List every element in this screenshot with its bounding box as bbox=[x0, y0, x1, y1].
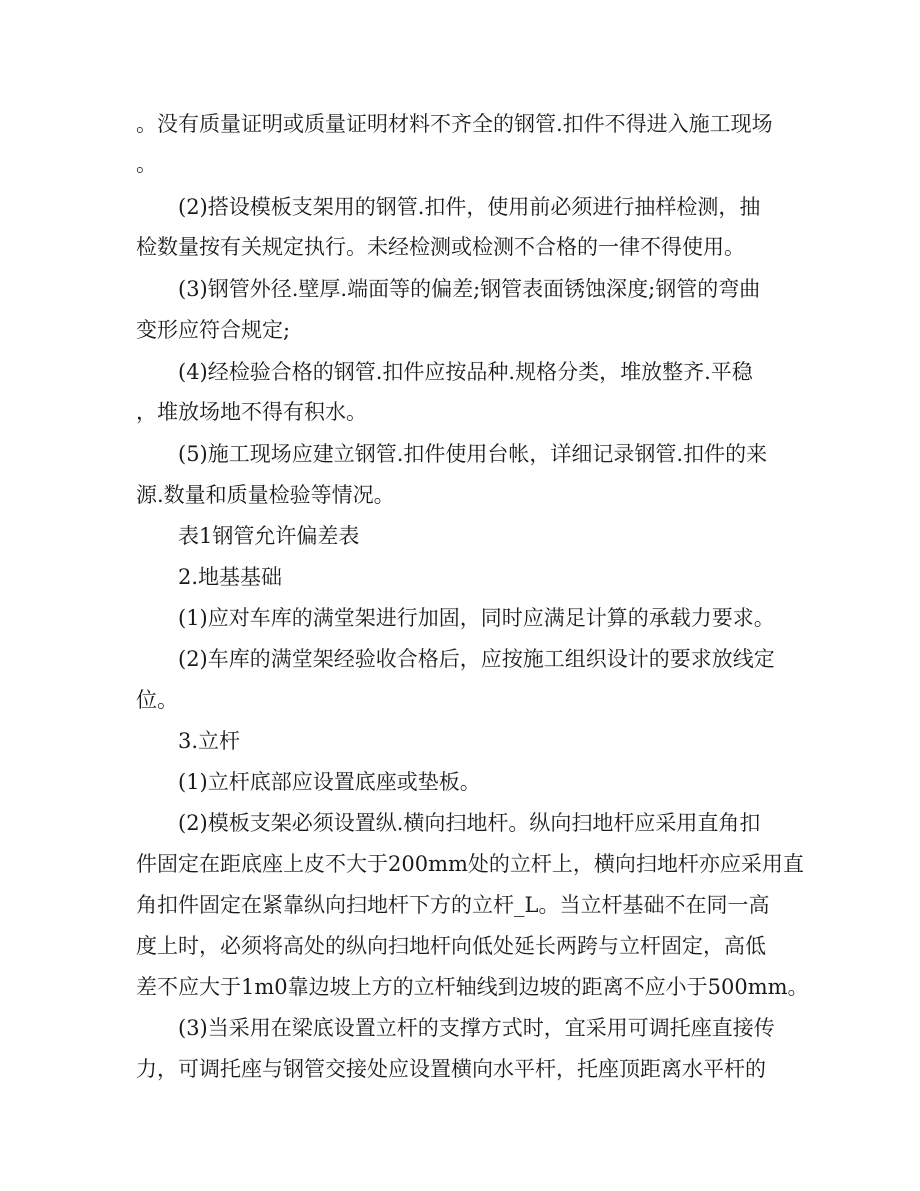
text-line: (4)经检验合格的钢管.扣件应按品种.规格分类，堆放整齐.平稳 bbox=[178, 360, 753, 384]
text-line: (5)施工现场应建立钢管.扣件使用台帐，详细记录钢管.扣件的来 bbox=[178, 442, 768, 466]
text-line: 。没有质量证明或质量证明材料不齐全的钢管.扣件不得进入施工现场 bbox=[136, 112, 773, 136]
text-line: (2)车库的满堂架经验收合格后，应按施工组织设计的要求放线定 bbox=[178, 647, 775, 671]
text-line: 差不应大于1m0靠边坡上方的立杆轴线到边坡的距离不应小于500mm。 bbox=[136, 975, 809, 999]
text-line: 变形应符合规定; bbox=[136, 318, 291, 342]
text-line: (1)立杆底部应设置底座或垫板。 bbox=[178, 770, 481, 794]
table-caption: 表1钢管允许偏差表 bbox=[178, 524, 360, 548]
text-line: (3)钢管外径.壁厚.端面等的偏差;钢管表面锈蚀深度;钢管的弯曲 bbox=[178, 277, 761, 301]
text-line: 检数量按有关规定执行。未经检测或检测不合格的一律不得使用。 bbox=[136, 235, 745, 259]
text-line: ，堆放场地不得有积水。 bbox=[136, 400, 367, 424]
text-line: 件固定在距底座上皮不大于200mm处的立杆上，横向扫地杆亦应采用直 bbox=[136, 852, 804, 876]
text-line: 力，可调托座与钢管交接处应设置横向水平杆，托座顶距离水平杆的 bbox=[136, 1057, 766, 1081]
text-line: 源.数量和质量检验等情况。 bbox=[136, 483, 395, 507]
text-line: 。 bbox=[136, 152, 157, 176]
text-line: (1)应对车库的满堂架进行加固，同时应满足计算的承载力要求。 bbox=[178, 606, 775, 630]
text-line: 位。 bbox=[136, 688, 178, 712]
text-line: (2)搭设模板支架用的钢管.扣件，使用前必须进行抽样检测，抽 bbox=[178, 195, 761, 219]
text-line: (3)当采用在梁底设置立杆的支撑方式时，宜采用可调托座直接传 bbox=[178, 1016, 775, 1040]
section-heading: 3.立杆 bbox=[178, 729, 241, 753]
section-heading: 2.地基基础 bbox=[178, 565, 283, 589]
text-line: 度上时，必须将高处的纵向扫地杆向低处延长两跨与立杆固定，高低 bbox=[136, 934, 766, 958]
text-line: (2)模板支架必须设置纵.横向扫地杆。纵向扫地杆应采用直角扣 bbox=[178, 811, 761, 835]
text-line: 角扣件固定在紧靠纵向扫地杆下方的立杆_L。当立杆基础不在同一高 bbox=[136, 893, 770, 917]
